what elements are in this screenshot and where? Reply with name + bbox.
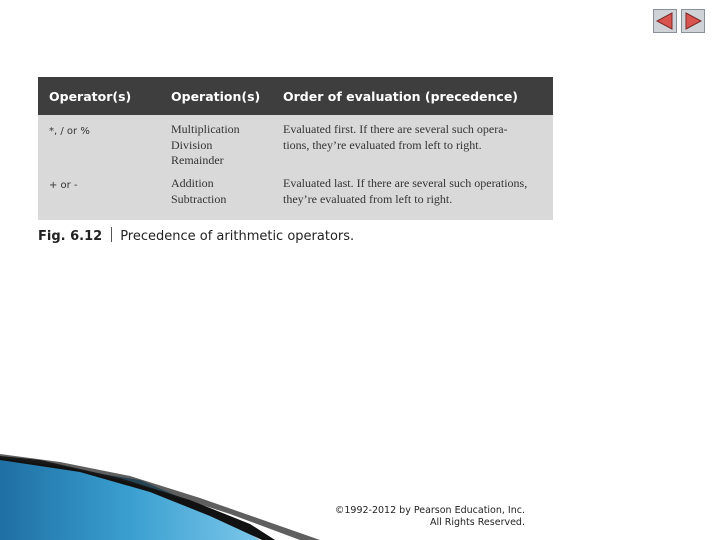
operations-cell [171, 176, 226, 207]
order-text: tions, they’re evaluated from left to right. [283, 137, 482, 152]
operation-name: Remainder [171, 153, 224, 167]
operation-name: Multiplication [171, 122, 240, 136]
triangle-right-icon [683, 12, 703, 30]
operators-cell: + or - [49, 180, 78, 191]
copyright-line: ©1992-2012 by Pearson Education, Inc. [334, 505, 525, 516]
caption-divider [111, 227, 112, 242]
copyright-notice [300, 505, 525, 529]
previous-slide-button[interactable] [653, 9, 677, 33]
header-order: Order of evaluation (precedence) [283, 89, 519, 104]
header-operations: Operation(s) [171, 89, 261, 104]
header-operators: Operator(s) [49, 89, 132, 104]
operation-name: Division [171, 137, 213, 152]
precedence-table [38, 77, 553, 220]
figure-caption [38, 227, 354, 244]
order-cell [283, 176, 548, 207]
next-slide-button[interactable] [681, 9, 705, 33]
order-text: Evaluated first. If there are several such opera- [283, 122, 508, 136]
operation-name: Subtraction [171, 191, 227, 206]
operations-cell [171, 122, 240, 169]
order-cell [283, 122, 548, 153]
slide-navigation [653, 9, 705, 33]
order-text: they’re evaluated from left to right. [283, 191, 453, 206]
triangle-left-icon [655, 12, 675, 30]
operation-name: Addition [171, 176, 214, 190]
figure-number: Fig. 6.12 [38, 229, 103, 244]
table-header [38, 77, 553, 115]
operators-cell: *, / or % [49, 126, 90, 137]
caption-text: Precedence of arithmetic operators. [120, 229, 355, 244]
order-text: Evaluated last. If there are several such operations, [283, 176, 528, 190]
copyright-line: All Rights Reserved. [429, 517, 525, 528]
